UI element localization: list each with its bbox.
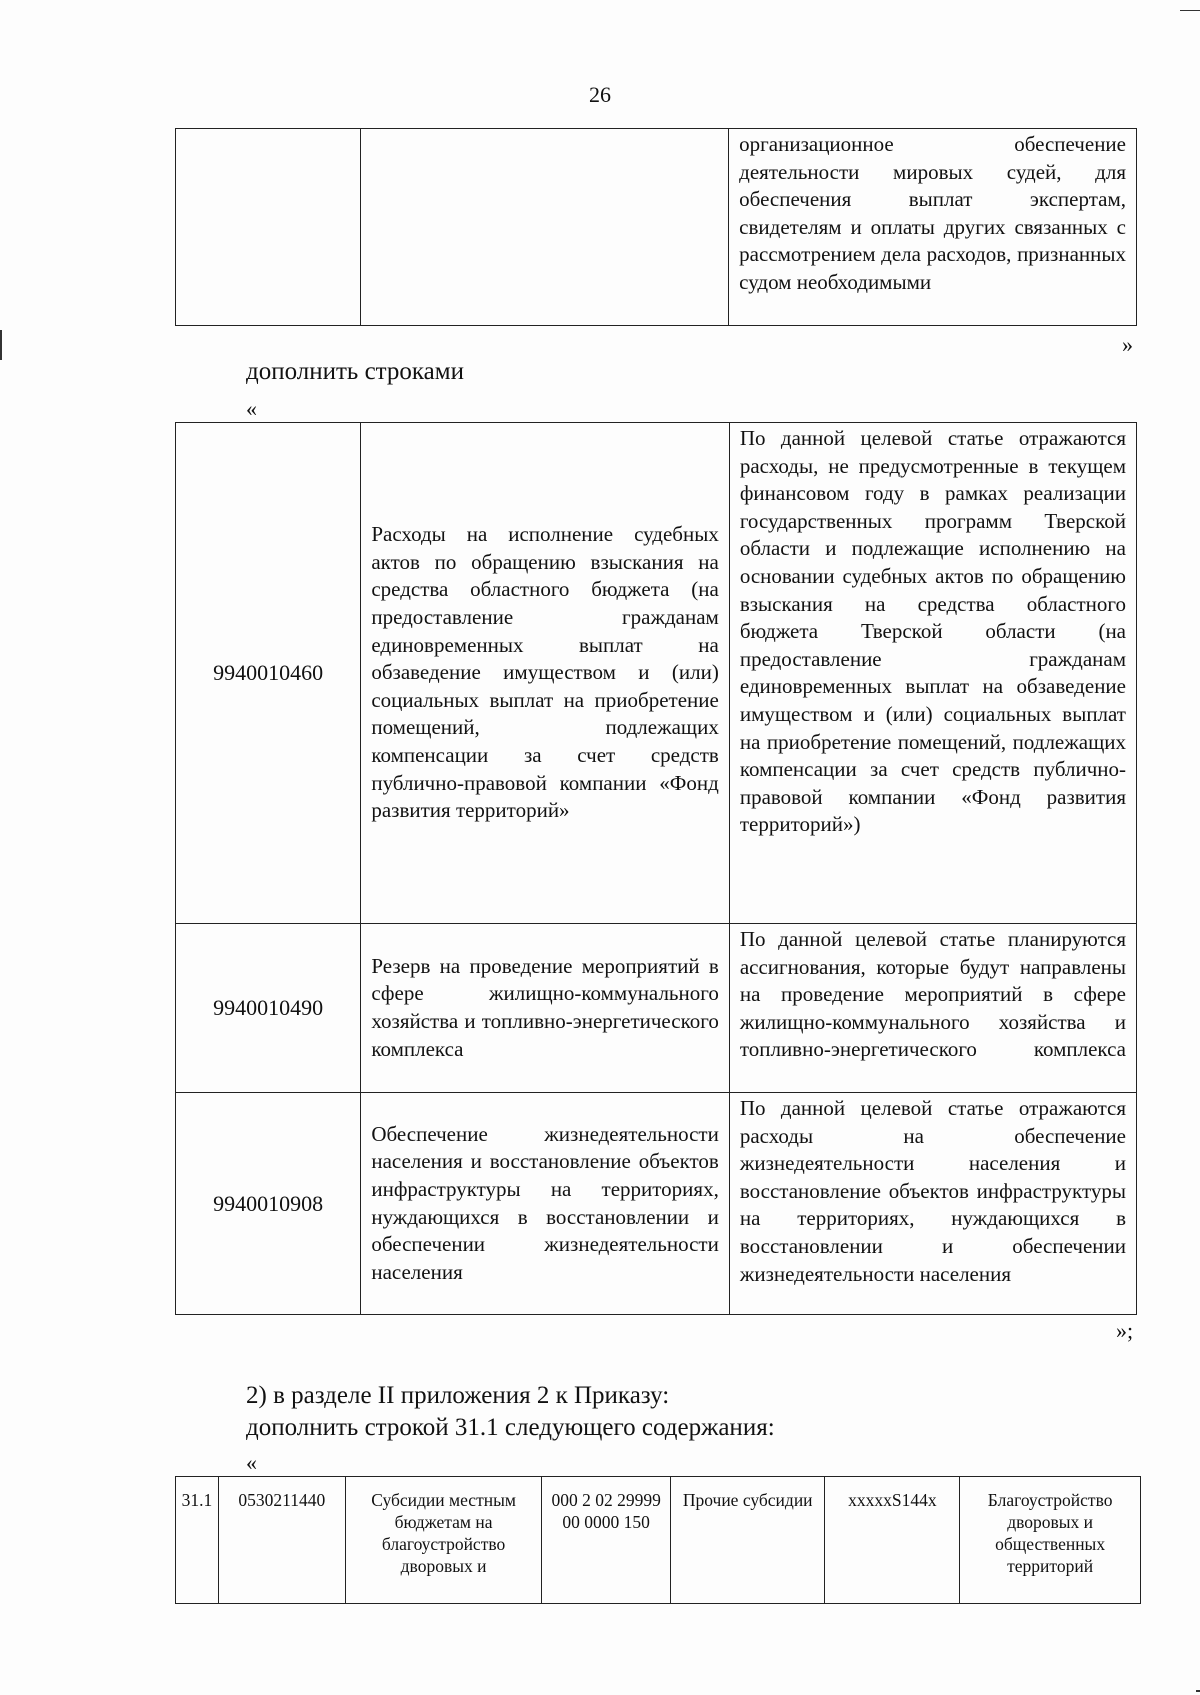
- budget-code-cell: 9940010490: [176, 924, 361, 1093]
- continued-table: [175, 128, 1137, 326]
- table-cell-name: [361, 129, 729, 326]
- scan-artifact: [1180, 10, 1200, 11]
- row-number-cell: 31.1: [176, 1477, 219, 1604]
- section-2-heading: 2) в разделе II приложения 2 к Приказу:: [246, 1382, 670, 1409]
- item-description-cell: [729, 423, 1136, 924]
- item-name-cell: [361, 924, 729, 1093]
- item-name-text: Резерв на проведение мероприятий в сфере жилищно-коммунального хозяйства и топливно-энергетического комплекса: [371, 953, 719, 1061]
- purpose-cell: Благоустройство дворовых и общественных территорий: [960, 1477, 1141, 1604]
- table-cell-code: [176, 129, 361, 326]
- item-description-text: По данной целевой статье отражаются расходы на обеспечение жизнедеятельности населения и восстановление объектов инфраструктуры на территориях, нуждающихся в восстановлении и обеспечении жизнедеятельности населения: [739, 1096, 1126, 1286]
- item-name-text: Обеспечение жизнедеятельности населения и восстановление объектов инфраструктуры на территориях, нуждающихся в восстановлении и обеспечении жизнедеятельности населения: [371, 1121, 719, 1284]
- open-quote: «: [246, 1450, 257, 1475]
- table-row: [176, 129, 1137, 326]
- page-number: 26: [589, 82, 611, 107]
- section-2-instruction: дополнить строкой 31.1 следующего содержания:: [246, 1414, 775, 1441]
- code-mask-cell: xxxxxS144x: [825, 1477, 960, 1604]
- item-description-cell: [729, 924, 1136, 1093]
- close-quote: »: [1122, 332, 1133, 357]
- table-row: [176, 423, 1137, 924]
- item-name-cell: Субсидии местным бюджетам на благоустройство дворовых и: [345, 1477, 542, 1604]
- item-name-cell: [361, 1093, 729, 1315]
- close-quote: »;: [1116, 1318, 1134, 1343]
- table-row: [176, 1477, 1141, 1604]
- item-description-text: По данной целевой статье планируются ассигнования, которые будут направлены на проведение мероприятий в сфере жилищно-коммунального хозяйства и топливно-энергетического комплекса: [739, 927, 1126, 1062]
- added-rows-table: [175, 422, 1137, 1315]
- item-description-text: По данной целевой статье отражаются расходы, не предусмотренные в текущем финансовом году в рамках реализации государственных программ Тверской области и подлежащие исполнению на основании судебных актов по обращению взыскания на средства областного бюджета Тверской области (на предоставление гражданам единовременных выплат на обзаведение имуществом и (или) социальных выплат на приобретение помещений, подлежащих компенсации за счет средств публично-правовой компании «Фонд развития территорий»): [739, 426, 1126, 837]
- item-name-text: Расходы на исполнение судебных актов по обращению взыскания на средства областного бюджета (на предоставление гражданам единовременных выплат на обзаведение имуществом и (или) социальных выплат на приобретение помещений, подлежащих компенсации за счет средств публично-правовой компании «Фонд развития территорий»: [371, 522, 719, 823]
- item-description-cell: [729, 1093, 1136, 1315]
- item-name-cell: [361, 423, 729, 924]
- appendix-2-table: [175, 1476, 1141, 1604]
- table-row: [176, 924, 1137, 1093]
- table-cell-description: [729, 129, 1137, 326]
- subsidy-kind-cell: Прочие субсидии: [670, 1477, 825, 1604]
- revenue-code-cell: 000 2 02 29999 00 0000 150: [542, 1477, 671, 1604]
- add-rows-label: дополнить строками: [246, 358, 464, 385]
- scan-artifact: [1196, 1690, 1200, 1692]
- budget-code-cell: 9940010908: [176, 1093, 361, 1315]
- budget-code-cell: 9940010460: [176, 423, 361, 924]
- budget-code-cell: 0530211440: [218, 1477, 345, 1604]
- open-quote: «: [246, 396, 257, 421]
- table-row: [176, 1093, 1137, 1315]
- description-text: организационное обеспечение деятельности мировых судей, для обеспечения выплат экспертам, свидетелям и оплаты других связанных с рассмотрением дела расходов, признанных судом необходимыми: [739, 132, 1126, 294]
- scan-artifact: [0, 330, 2, 360]
